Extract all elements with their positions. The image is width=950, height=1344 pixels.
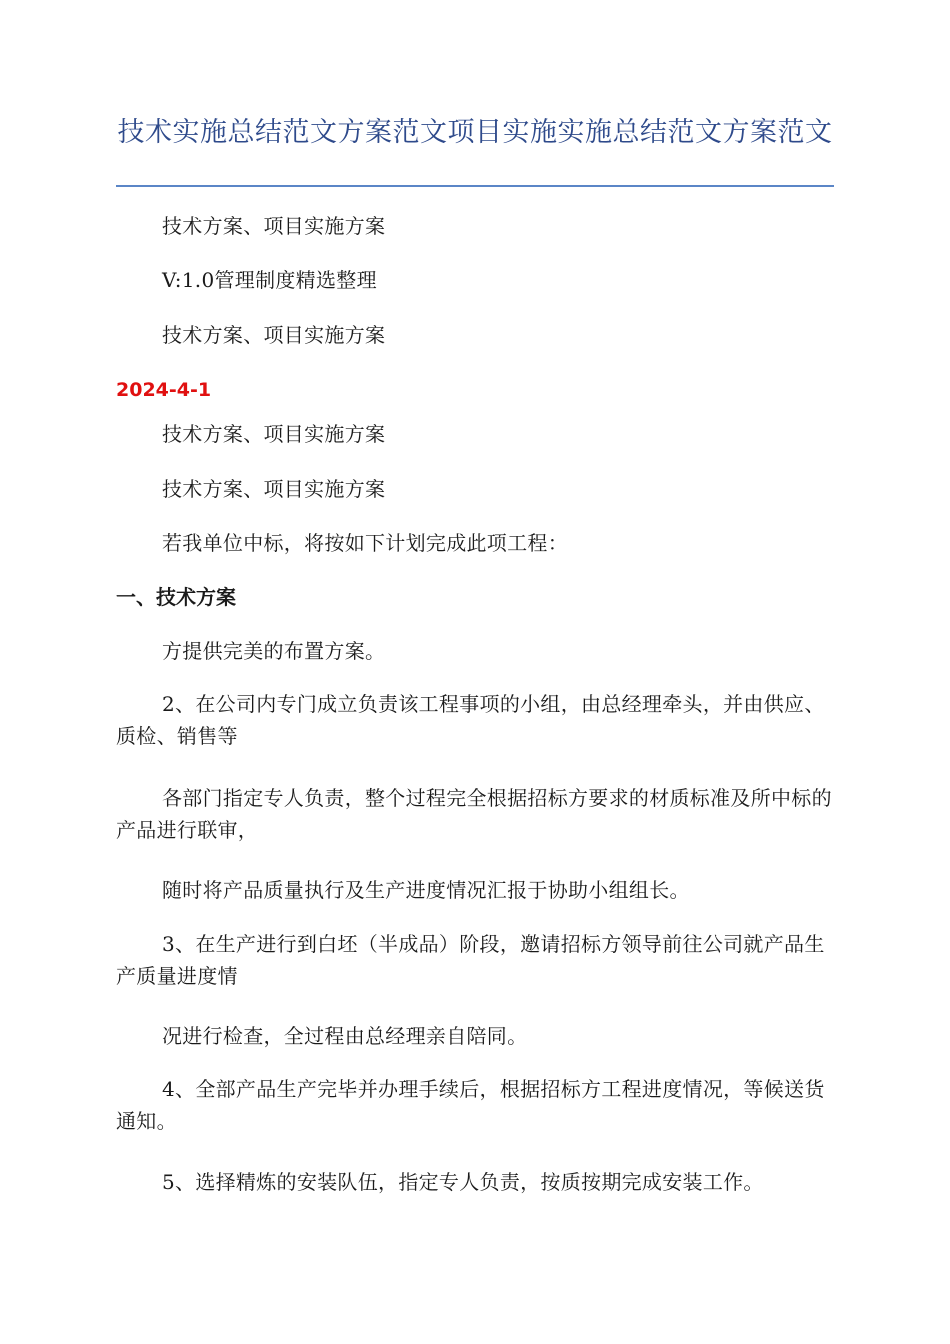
paragraph-7: 4、全部产品生产完毕并办理手续后，根据招标方工程进度情况，等候送货通知。 — [116, 1077, 825, 1133]
document-date: 2024-4-1 — [116, 379, 212, 401]
paragraph-6: 况进行检查，全过程由总经理亲自陪同。 — [162, 1024, 528, 1048]
version-line: V:1.0管理制度精选整理 — [162, 268, 377, 292]
intro-line-2: 技术方案、项目实施方案 — [162, 323, 386, 347]
document-title: 技术实施总结范文方案范文项目实施实施总结范文方案范文 — [117, 117, 833, 148]
paragraph-8: 5、选择精炼的安装队伍，指定专人负责，按质按期完成安装工作。 — [162, 1170, 764, 1194]
paragraph-1: 方提供完美的布置方案。 — [162, 639, 386, 663]
paragraph-5: 3、在生产进行到白坯（半成品）阶段，邀请招标方领导前往公司就产品生产质量进度情 — [116, 932, 825, 988]
intro-line-1: 技术方案、项目实施方案 — [162, 214, 386, 238]
paragraph-2: 2、在公司内专门成立负责该工程事项的小组，由总经理牵头，并由供应、质检、销售等 — [116, 692, 825, 748]
intro-line-3: 技术方案、项目实施方案 — [162, 422, 386, 446]
intro-line-4: 技术方案、项目实施方案 — [162, 477, 386, 501]
section-heading: 一、技术方案 — [116, 585, 236, 609]
paragraph-4: 随时将产品质量执行及生产进度情况汇报于协助小组组长。 — [162, 878, 690, 902]
intro-statement: 若我单位中标，将按如下计划完成此项工程： — [162, 531, 568, 555]
paragraph-3: 各部门指定专人负责，整个过程完全根据招标方要求的材质标准及所中标的产品进行联审， — [116, 786, 832, 842]
title-underline — [116, 185, 834, 187]
